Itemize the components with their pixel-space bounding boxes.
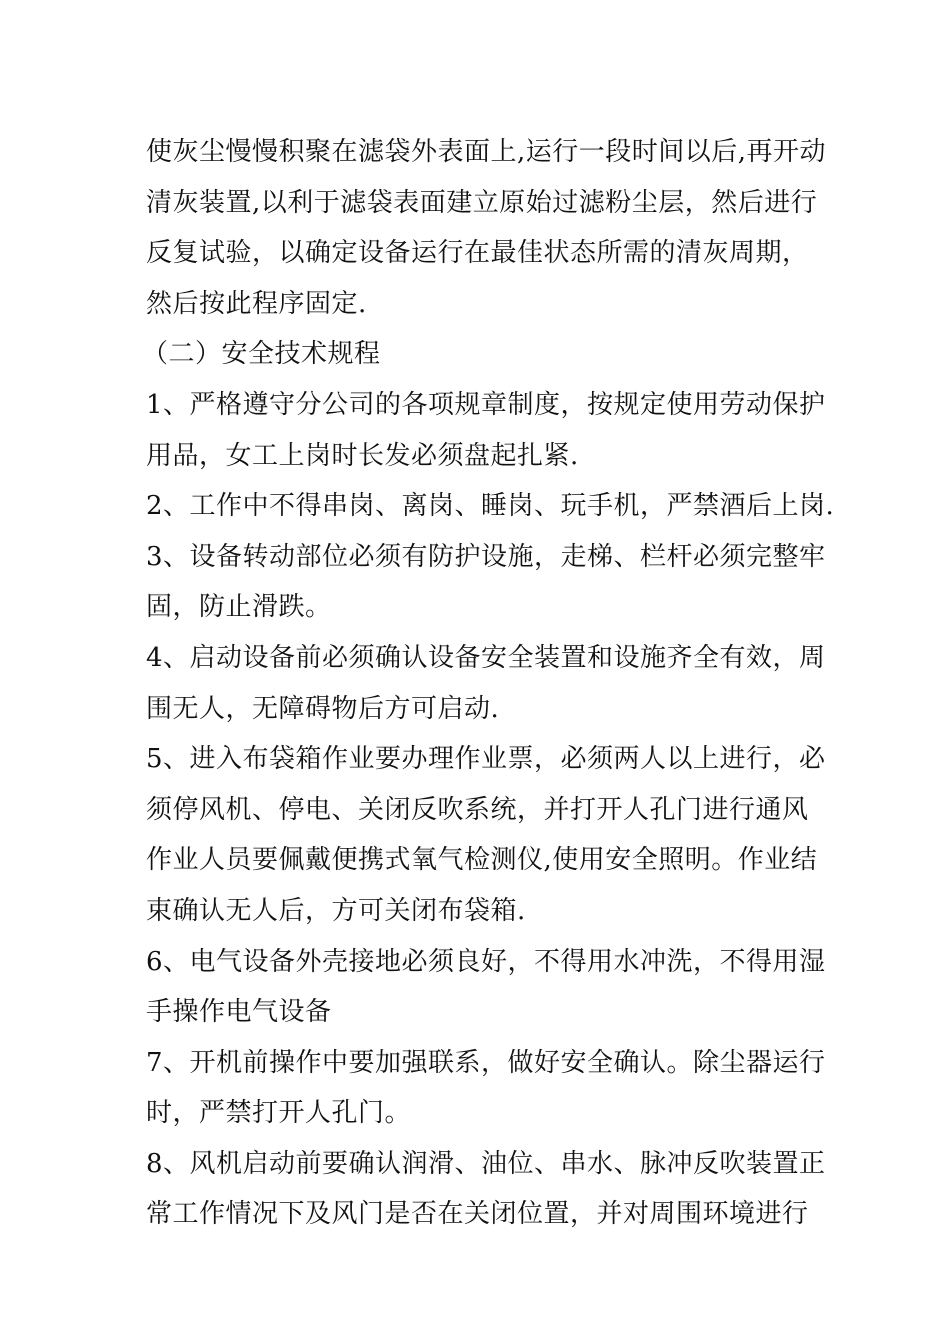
document-body (142, 127, 835, 1240)
body-line: 固，防止滑跌。 (146, 592, 332, 623)
body-line: 4、启动设备前必须确认设备安全装置和设施齐全有效，周 (146, 642, 826, 673)
body-line: 2、工作中不得串岗、离岗、睡岗、玩手机，严禁酒后上岗. (146, 491, 835, 522)
body-line: 须停风机、停电、关闭反吹系统，并打开人孔门进行通风 (146, 794, 809, 825)
body-line: 时，严禁打开人孔门。 (146, 1098, 412, 1129)
body-line: 用品，女工上岗时长发必须盘起扎紧. (146, 440, 579, 471)
body-line: 清灰装置,以利于滤袋表面建立原始过滤粉尘层，然后进行 (146, 187, 818, 218)
body-line: 反复试验，以确定设备运行在最佳状态所需的清灰周期， (146, 238, 809, 269)
body-line: 围无人，无障碍物后方可启动. (146, 693, 500, 724)
body-line: 使灰尘慢慢积聚在滤袋外表面上,运行一段时间以后,再开动 (146, 137, 827, 167)
body-line: 3、设备转动部位必须有防护设施，走梯、栏杆必须完整牢 (146, 541, 826, 572)
body-line: 5、进入布袋箱作业要办理作业票，必须两人以上进行，必 (146, 744, 826, 775)
body-line: 手操作电气设备 (146, 997, 332, 1028)
body-line: 然后按此程序固定. (146, 288, 367, 319)
body-line: 束确认无人后，方可关闭布袋箱. (146, 895, 526, 926)
body-line: 作业人员要佩戴便携式氧气检测仪,使用安全照明。作业结 (146, 845, 818, 876)
body-line: 8、风机启动前要确认润滑、油位、串水、脉冲反吹装置正 (146, 1148, 826, 1179)
section-heading: （二）安全技术规程 (142, 339, 381, 370)
body-line: 1、严格遵守分公司的各项规章制度，按规定使用劳动保护 (146, 389, 826, 420)
body-line: 常工作情况下及风门是否在关闭位置，并对周围环境进行 (146, 1199, 809, 1230)
body-line: 6、电气设备外壳接地必须良好，不得用水冲洗，不得用湿 (146, 946, 826, 977)
body-line: 7、开机前操作中要加强联系，做好安全确认。除尘器运行 (146, 1047, 826, 1078)
